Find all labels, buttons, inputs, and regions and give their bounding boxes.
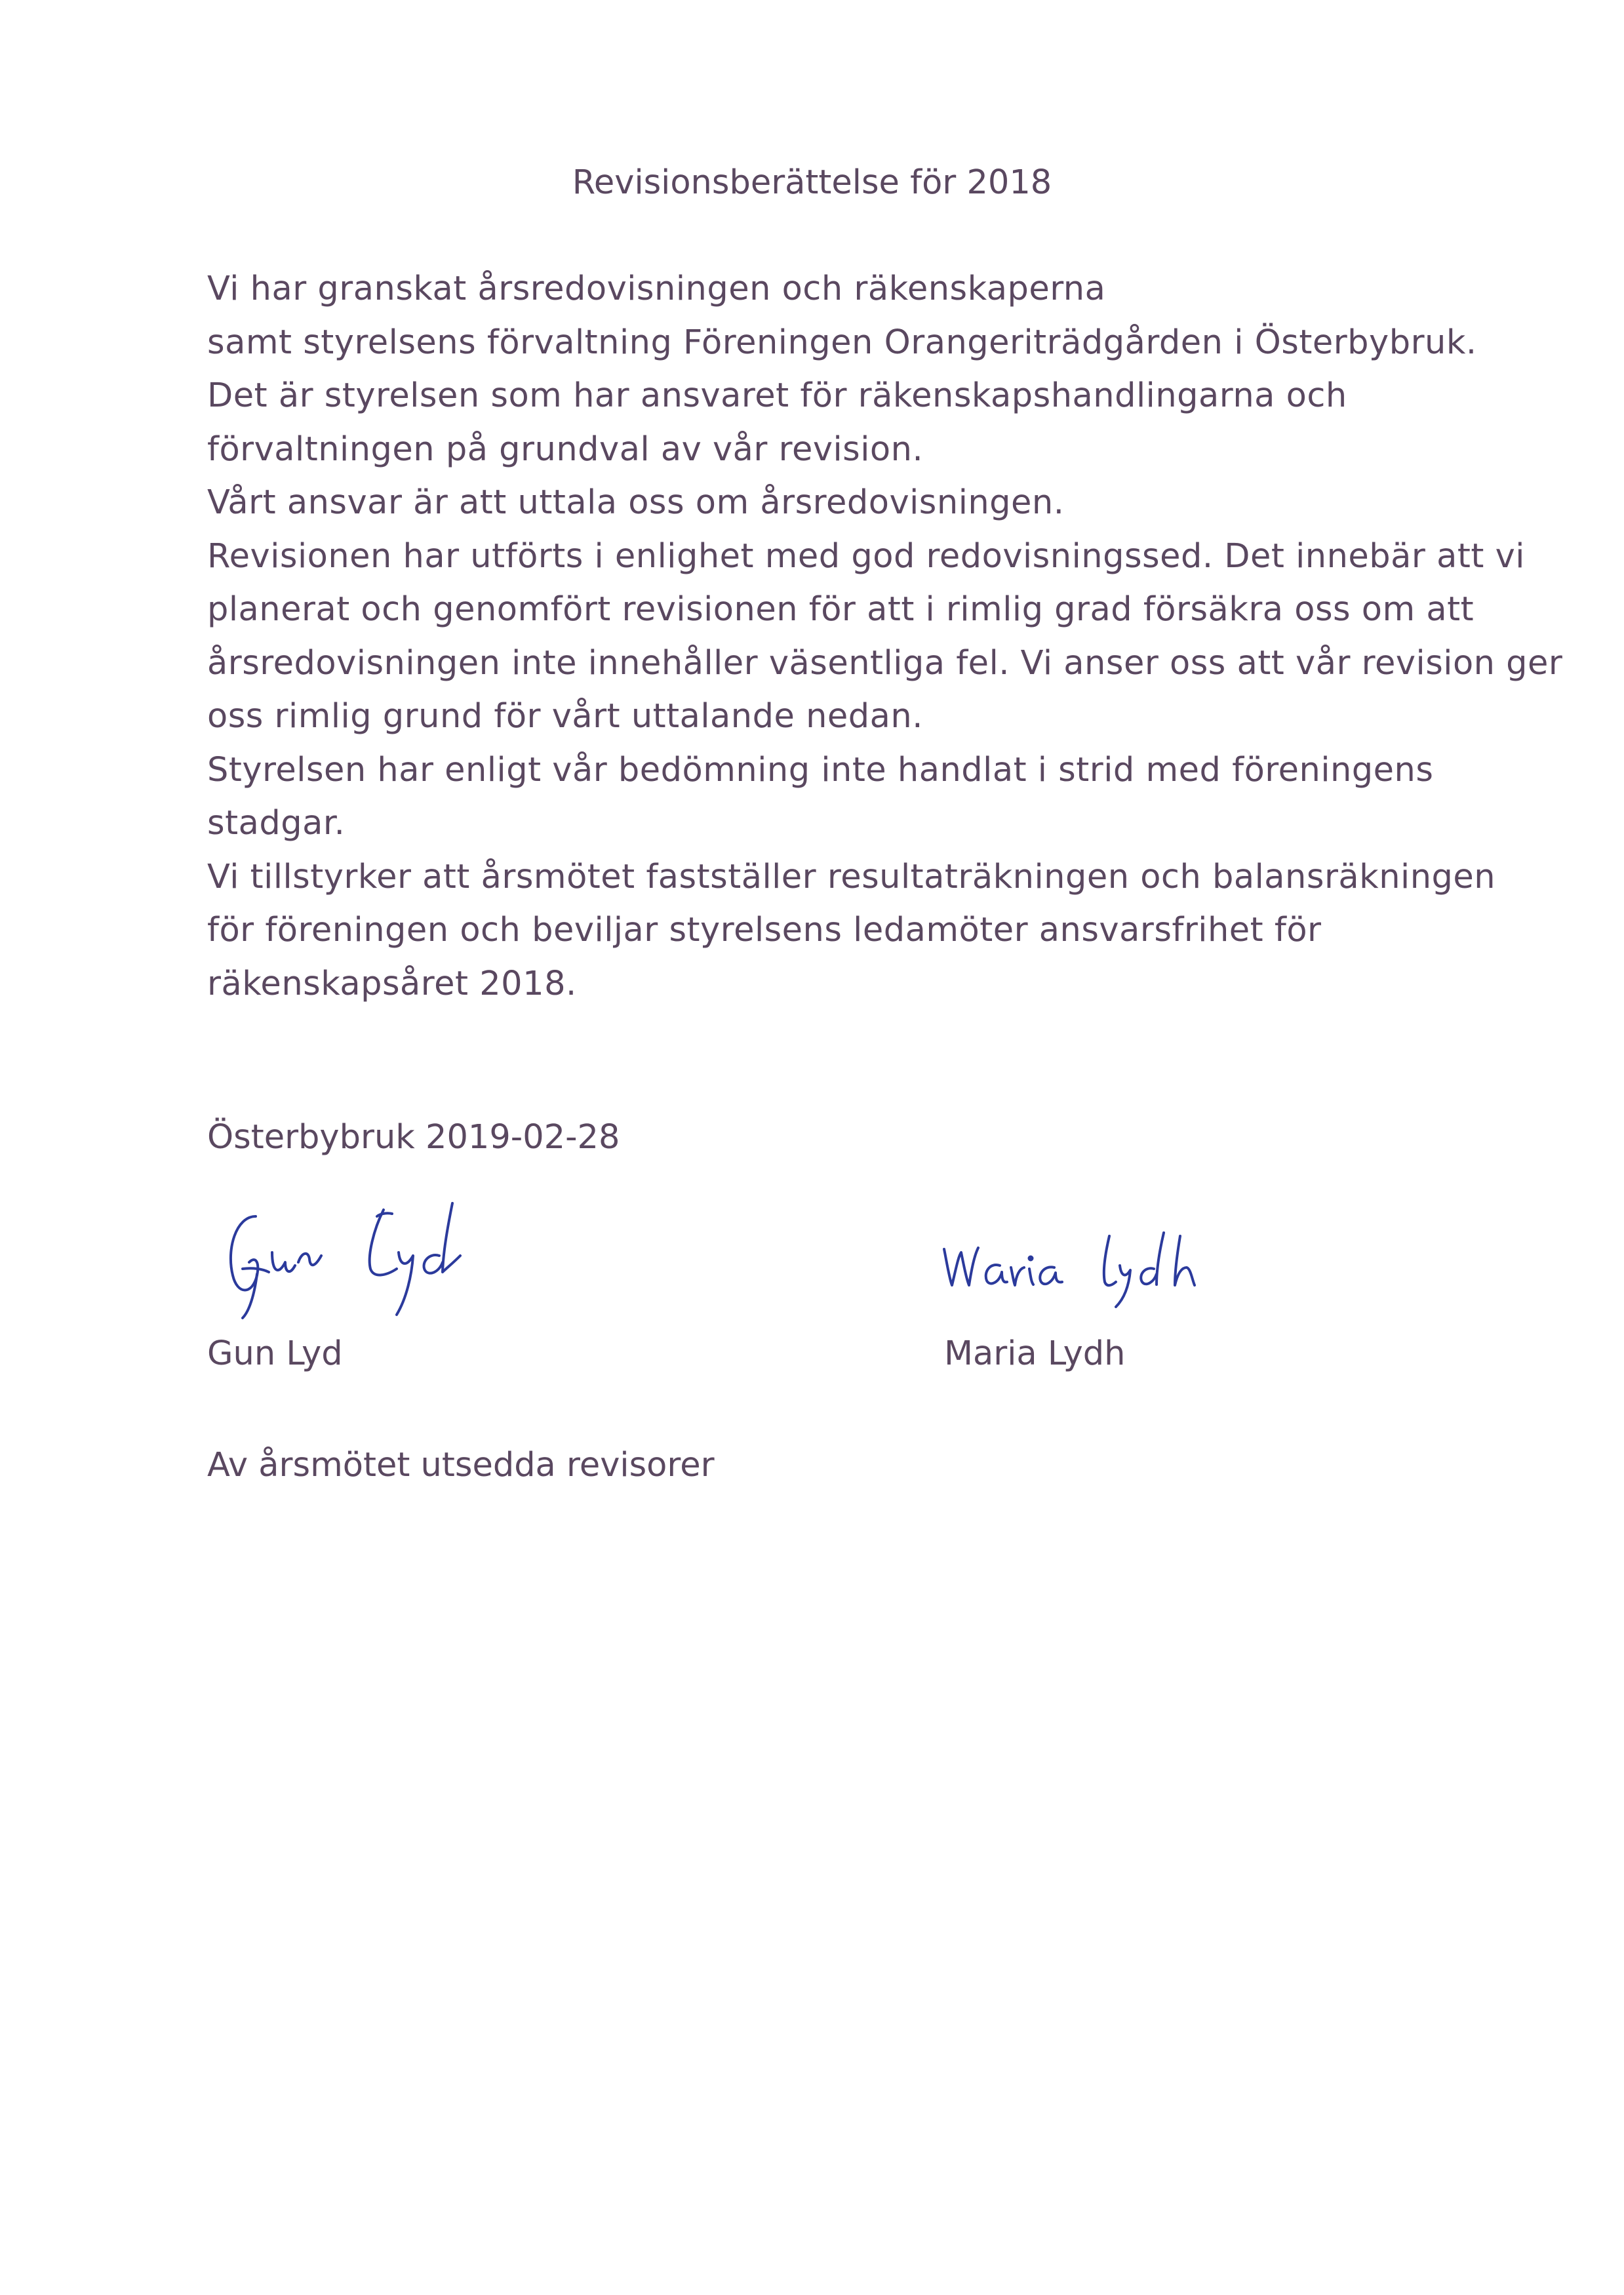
- signatory-name: Maria Lydh: [944, 1334, 1126, 1373]
- body-line: Vi tillstyrker att årsmötet fastställer resultaträkningen och balansräkningen: [207, 857, 1496, 896]
- closing-text: Av årsmötet utsedda revisorer: [207, 1446, 715, 1485]
- body-line: för föreningen och beviljar styrelsens ledamöter ansvarsfrihet för: [207, 911, 1322, 949]
- body-line: Revisionen har utförts i enlighet med god redovisningssed. Det innebär att vi: [207, 536, 1525, 576]
- body-line: samt styrelsens förvaltning Föreningen Orangeriträdgården i Österbybruk.: [207, 323, 1477, 362]
- document-title: Revisionsberättelse för 2018: [572, 163, 1052, 202]
- place-date: Österbybruk 2019-02-28: [207, 1118, 620, 1157]
- body-line: årsredovisningen inte innehåller väsentliga fel. Vi anser oss att vår revision ger: [207, 643, 1563, 683]
- signature-maria-lydh: [938, 1216, 1252, 1308]
- body-line: Vårt ansvar är att uttala oss om årsredovisningen.: [207, 483, 1065, 522]
- handwritten-signature-icon: [216, 1190, 492, 1321]
- body-line: stadgar.: [207, 804, 346, 843]
- body-line: Vi har granskat årsredovisningen och räkenskaperna: [207, 269, 1106, 308]
- signature-gun-lyd: [216, 1190, 492, 1321]
- body-line: förvaltningen på grundval av vår revision.: [207, 429, 924, 469]
- body-line: oss rimlig grund för vårt uttalande nedan.: [207, 697, 923, 736]
- body-line: Det är styrelsen som har ansvaret för räkenskapshandlingarna och: [207, 376, 1347, 415]
- body-line: Styrelsen har enligt vår bedömning inte handlat i strid med föreningens: [207, 750, 1434, 789]
- body-line: planerat och genomfört revisionen för att i rimlig grad försäkra oss om att: [207, 590, 1475, 629]
- signatory-name: Gun Lyd: [207, 1334, 343, 1373]
- handwritten-signature-icon: [938, 1216, 1252, 1308]
- document-body: [207, 262, 1562, 1010]
- body-line: räkenskapsåret 2018.: [207, 964, 577, 1003]
